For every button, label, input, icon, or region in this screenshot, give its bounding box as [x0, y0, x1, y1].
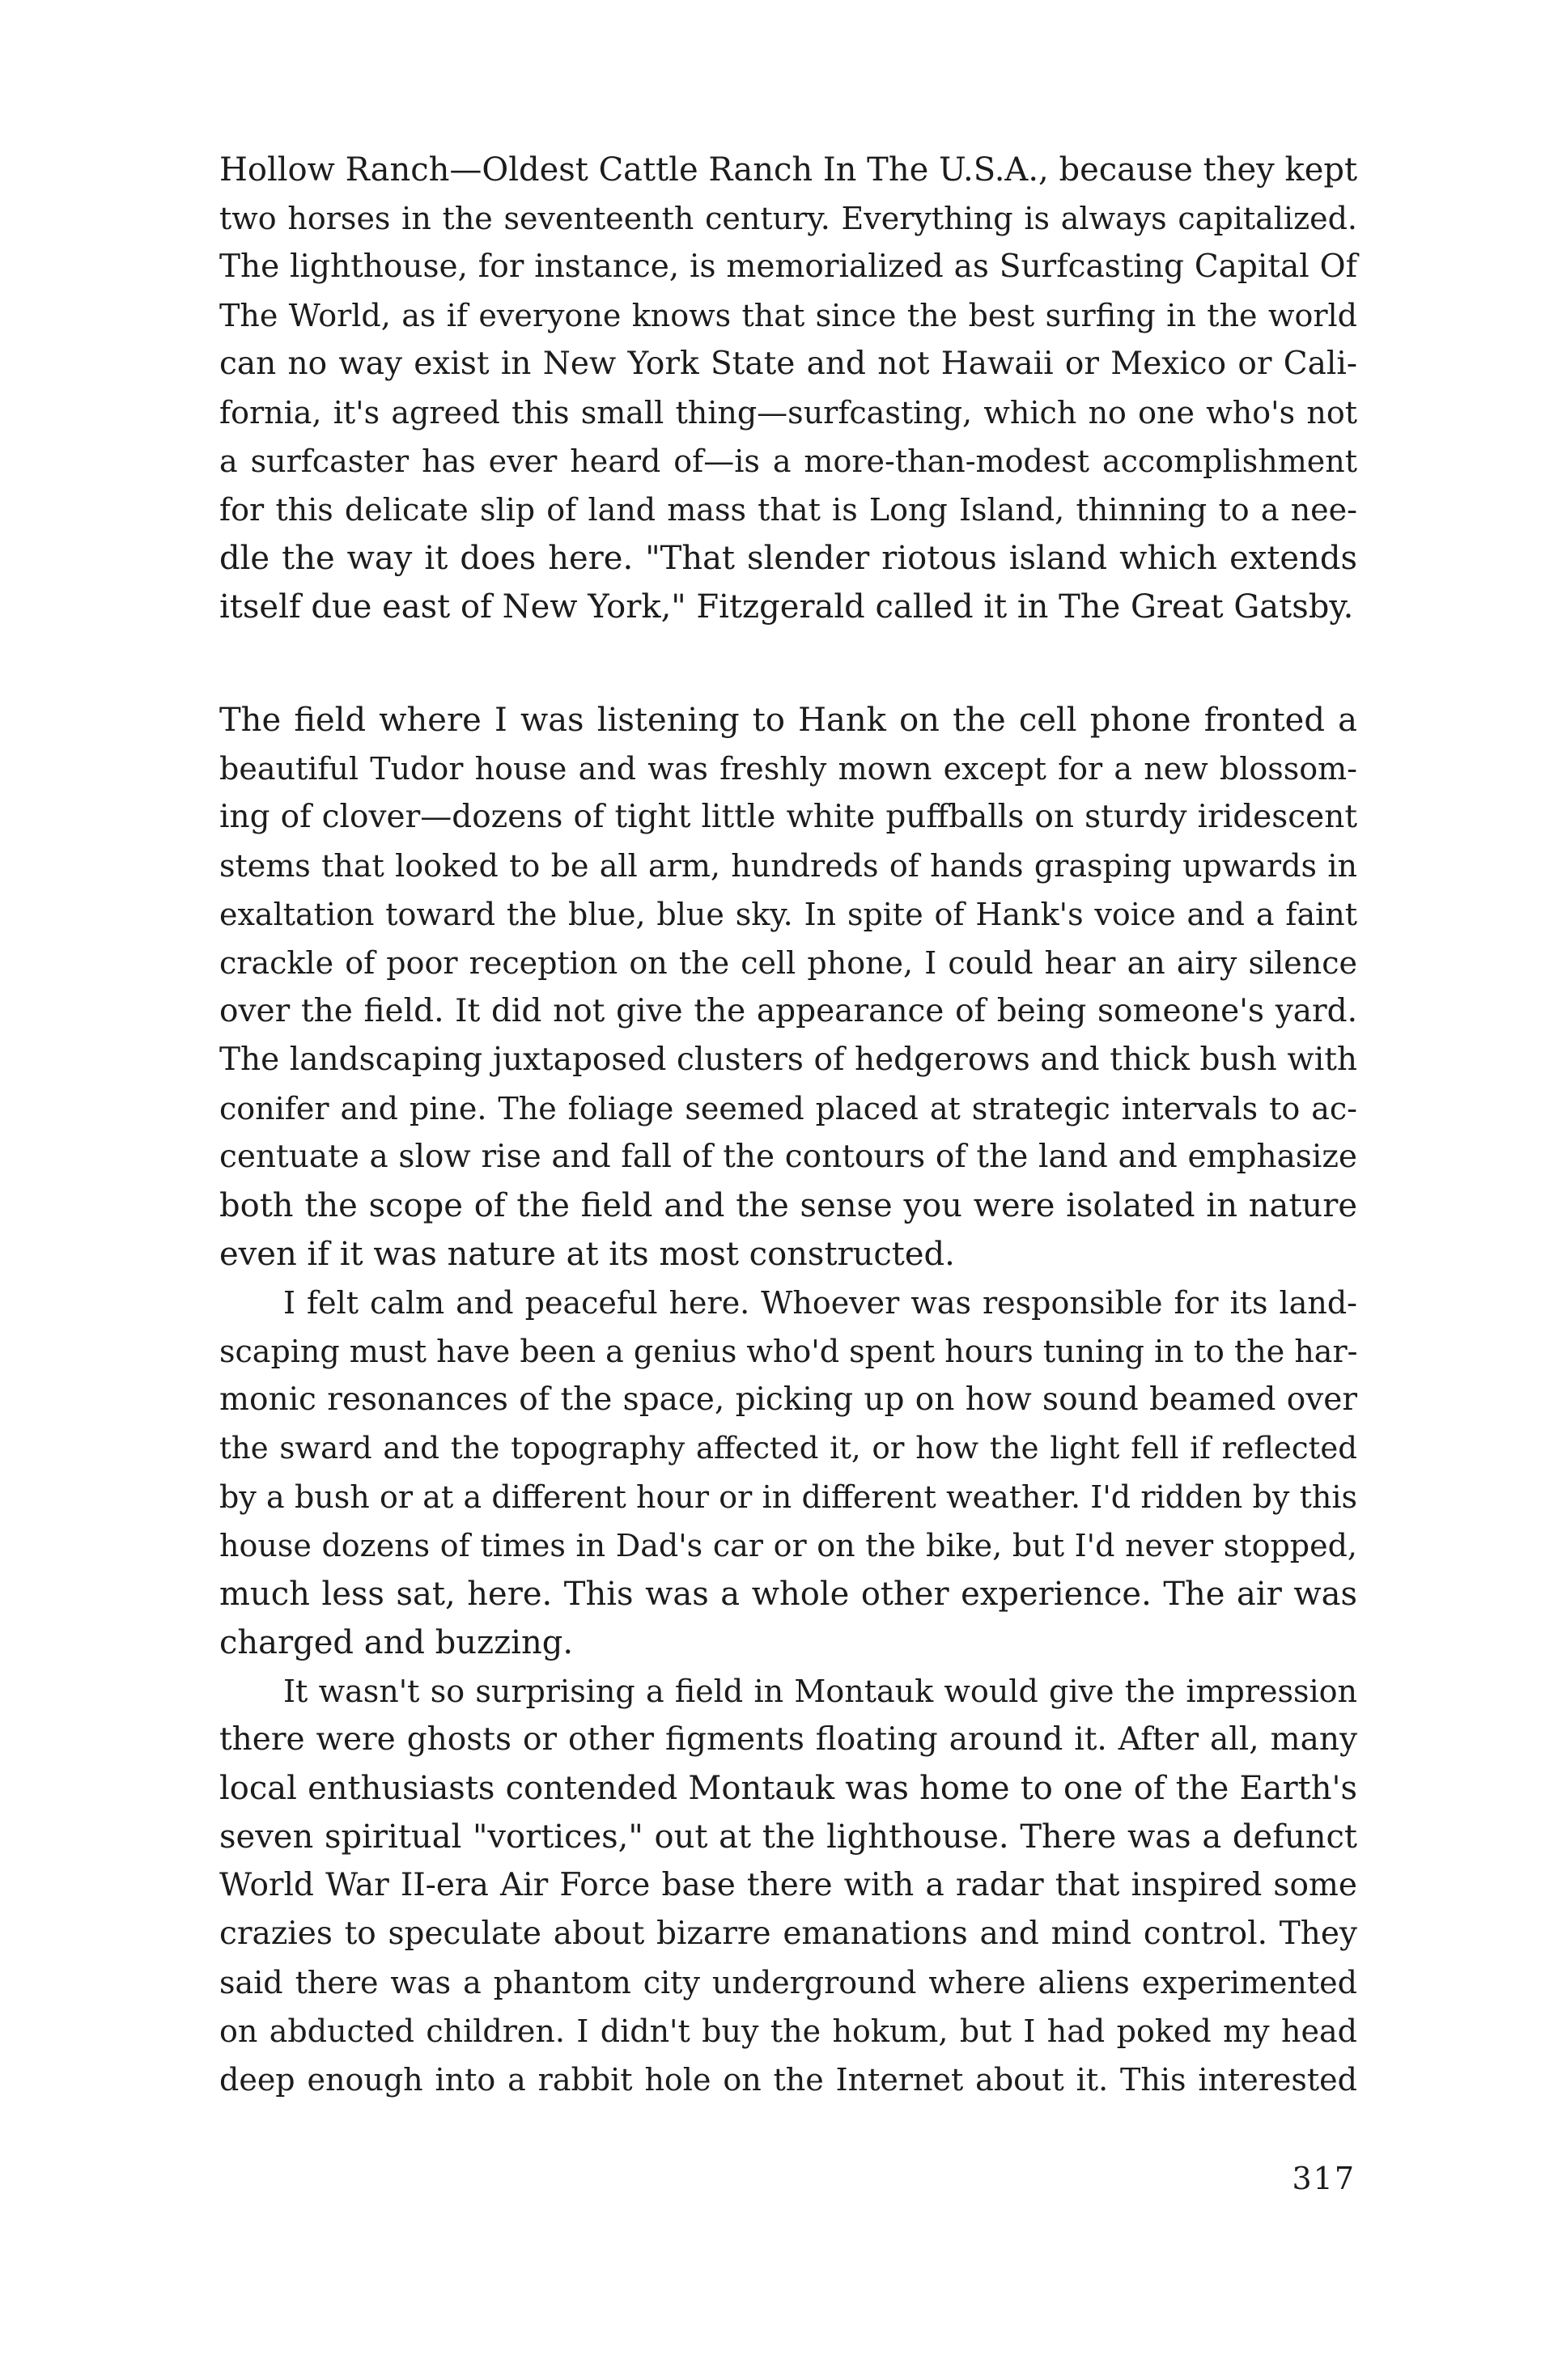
text-line: even if it was nature at its most constructed.	[219, 1236, 955, 1273]
text-line: monic resonances of the space, picking up on how sound beamed over	[219, 1381, 1357, 1418]
text-line: The lighthouse, for instance, is memorialized as Surfcasting Capital Of	[219, 248, 1357, 285]
text-line: crackle of poor reception on the cell phone, I could hear an airy silence	[219, 945, 1357, 981]
text-line: The field where I was listening to Hank on the cell phone fronted a	[219, 702, 1357, 739]
text-line: The World, as if everyone knows that since the best surfing in the world	[219, 298, 1357, 333]
text-line: for this delicate slip of land mass that is Long Island, thinning to a nee-	[219, 492, 1357, 528]
text-line: local enthusiasts contended Montauk was home to one of the Earth's	[219, 1770, 1357, 1807]
text-line: on abducted children. I didn't buy the hokum, but I had poked my head	[219, 2013, 1357, 2049]
text-line: charged and buzzing.	[219, 1624, 574, 1661]
text-line: two horses in the seventeenth century. Everything is always capitalized.	[219, 201, 1357, 236]
text-line: over the field. It did not give the appearance of being someone's yard.	[219, 993, 1357, 1029]
text-line: fornia, it's agreed this small thing—surfcasting, which no one who's not	[219, 395, 1357, 431]
paragraph-1	[219, 146, 1357, 649]
text-line: centuate a slow rise and fall of the contours of the land and emphasize	[219, 1139, 1357, 1175]
text-line: house dozens of times in Dad's car or on the bike, but I'd never stopped,	[219, 1528, 1357, 1563]
text-line: beautiful Tudor house and was freshly mown except for a new blossom-	[219, 751, 1357, 787]
text-line: a surfcaster has ever heard of—is a more-than-modest accomplishment	[219, 443, 1357, 479]
text-line: both the scope of the field and the sense you were isolated in nature	[219, 1187, 1357, 1224]
text-line: ing of clover—dozens of tight little white puffballs on sturdy iridescent	[219, 799, 1357, 835]
text-line: much less sat, here. This was a whole other experience. The air was	[219, 1576, 1357, 1613]
text-line: seven spiritual "vortices," out at the lighthouse. There was a defunct	[219, 1818, 1357, 1856]
text-line: dle the way it does here. "That slender riotous island which extends	[219, 540, 1357, 577]
text-line: itself due east of New York," Fitzgerald called it in The Great Gatsby.	[219, 588, 1354, 626]
text-line: said there was a phantom city underground where aliens experimented	[219, 1965, 1357, 2000]
text-line: I felt calm and peaceful here. Whoever was responsible for its land-	[283, 1285, 1357, 1321]
text-line: by a bush or at a different hour or in different weather. I'd ridden by this	[219, 1479, 1357, 1515]
text-line: World War II-era Air Force base there with a radar that inspired some	[219, 1867, 1357, 1903]
text-line: Hollow Ranch—Oldest Cattle Ranch In The U.S.A., because they kept	[219, 151, 1358, 189]
page-number: 317	[1292, 2161, 1356, 2196]
text-line: the sward and the topography affected it, or how the light fell if reflected	[219, 1431, 1357, 1466]
text-line: scaping must have been a genius who'd spent hours tuning in to the har-	[219, 1334, 1358, 1369]
text-line: crazies to speculate about bizarre emanations and mind control. They	[219, 1915, 1357, 1952]
text-line: can no way exist in New York State and not Hawaii or Mexico or Cali-	[219, 346, 1357, 382]
text-line: stems that looked to be all arm, hundreds of hands grasping upwards in	[219, 848, 1357, 884]
text-line: The landscaping juxtaposed clusters of hedgerows and thick bush with	[219, 1042, 1357, 1078]
paragraph-2	[219, 696, 1357, 2120]
text-line: exaltation toward the blue, blue sky. In spite of Hank's voice and a faint	[219, 897, 1357, 932]
text-line: It wasn't so surprising a field in Montauk would give the impression	[283, 1674, 1357, 1709]
text-line: conifer and pine. The foliage seemed placed at strategic intervals to ac-	[219, 1091, 1357, 1126]
text-line: there were ghosts or other figments floating around it. After all, many	[219, 1721, 1357, 1758]
text-line: deep enough into a rabbit hole on the Internet about it. This interested	[219, 2062, 1357, 2098]
